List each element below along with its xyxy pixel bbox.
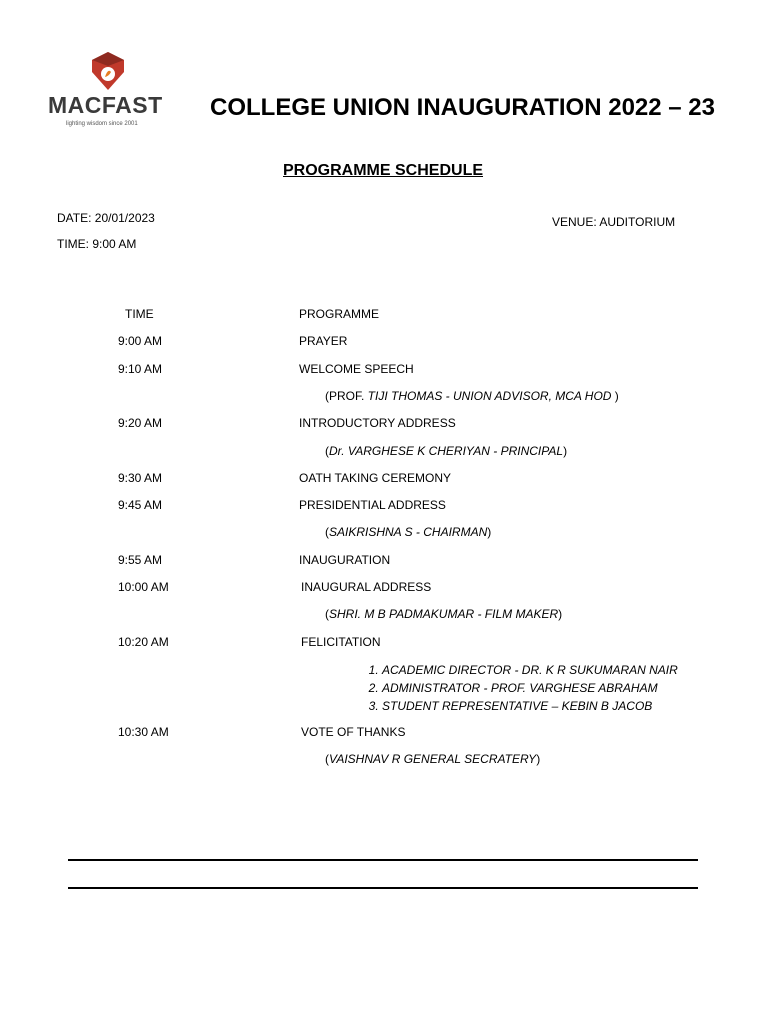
list-item: 2. ADMINISTRATOR - PROF. VARGHESE ABRAHAM <box>382 679 678 697</box>
header-programme: PROGRAMME <box>299 307 380 321</box>
event-date: DATE: 20/01/2023 <box>57 211 155 225</box>
row-time: 9:55 AM <box>118 553 163 567</box>
row-programme: INAUGURATION <box>299 553 391 567</box>
row-programme: PRAYER <box>299 334 348 348</box>
row-note: (Dr. VARGHESE K CHERIYAN - PRINCIPAL) <box>325 444 568 458</box>
row-time: 10:30 AM <box>118 725 169 739</box>
header-time: TIME <box>125 307 154 321</box>
row-time: 10:00 AM <box>118 580 169 594</box>
row-time: 9:00 AM <box>118 334 163 348</box>
row-programme: INTRODUCTORY ADDRESS <box>299 416 456 430</box>
event-time: TIME: 9:00 AM <box>57 237 137 251</box>
logo-text: MACFAST <box>48 92 163 118</box>
row-programme: INAUGURAL ADDRESS <box>301 580 432 594</box>
row-programme: OATH TAKING CEREMONY <box>299 471 452 485</box>
felicitation-list <box>340 661 678 715</box>
schedule-title: PROGRAMME SCHEDULE <box>283 162 484 179</box>
row-time: 9:30 AM <box>118 471 163 485</box>
row-programme: VOTE OF THANKS <box>301 725 406 739</box>
row-note: (PROF. TIJI THOMAS - UNION ADVISOR, MCA HOD ) <box>325 389 619 403</box>
row-programme: FELICITATION <box>301 635 381 649</box>
row-programme: PRESIDENTIAL ADDRESS <box>299 498 446 512</box>
macfast-logo-icon <box>88 50 128 92</box>
list-item: 1. ACADEMIC DIRECTOR - DR. K R SUKUMARAN NAIR <box>382 661 678 679</box>
list-item: 3. STUDENT REPRESENTATIVE – KEBIN B JACOB <box>382 697 678 715</box>
page-title: COLLEGE UNION INAUGURATION 2022 – 23 <box>210 94 715 121</box>
row-time: 9:10 AM <box>118 362 163 376</box>
logo-tagline: lighting wisdom since 2001 <box>66 121 138 127</box>
row-time: 9:45 AM <box>118 498 163 512</box>
row-time: 10:20 AM <box>118 635 169 649</box>
row-time: 9:20 AM <box>118 416 163 430</box>
event-venue: VENUE: AUDITORIUM <box>552 215 676 229</box>
row-programme: WELCOME SPEECH <box>299 362 414 376</box>
row-note: (SHRI. M B PADMAKUMAR - FILM MAKER) <box>325 607 563 621</box>
row-note: (SAIKRISHNA S - CHAIRMAN) <box>325 525 492 539</box>
divider <box>68 859 698 861</box>
row-note: (VAISHNAV R GENERAL SECRATERY) <box>325 752 541 766</box>
divider <box>68 887 698 889</box>
